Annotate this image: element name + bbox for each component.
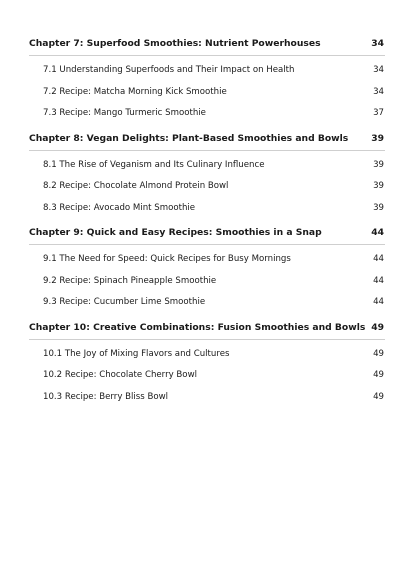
entry-page-number: 44 bbox=[373, 254, 384, 264]
toc-entry[interactable] bbox=[29, 292, 385, 314]
entry-page-number: 39 bbox=[373, 159, 384, 170]
entry-title: 9.1 The Need for Speed: Quick Recipes for Busy Mornings bbox=[43, 254, 291, 264]
chapter-page-number: 49 bbox=[371, 321, 384, 333]
toc-entry[interactable] bbox=[29, 365, 385, 387]
entry-title: 7.3 Recipe: Mango Turmeric Smoothie bbox=[43, 108, 206, 118]
chapter-8 bbox=[29, 130, 385, 220]
entry-title: 9.2 Recipe: Spinach Pineapple Smoothie bbox=[43, 275, 217, 286]
entry-page-number: 34 bbox=[373, 65, 384, 75]
chapter-heading[interactable] bbox=[29, 130, 385, 151]
entry-page-number: 39 bbox=[373, 181, 384, 191]
toc-entry[interactable] bbox=[29, 249, 385, 271]
chapter-7 bbox=[29, 35, 385, 125]
entry-title: 8.3 Recipe: Avocado Mint Smoothie bbox=[43, 202, 196, 213]
entry-title: 10.1 The Joy of Mixing Flavors and Cultures bbox=[43, 348, 230, 359]
chapter-page-number: 34 bbox=[371, 38, 384, 49]
toc-entry[interactable] bbox=[29, 344, 385, 366]
chapter-title: Chapter 9: Quick and Easy Recipes: Smoothies in a Snap bbox=[29, 227, 322, 238]
entry-page-number: 49 bbox=[373, 391, 384, 402]
chapter-heading[interactable] bbox=[29, 224, 385, 245]
toc-entry[interactable] bbox=[29, 103, 385, 125]
toc-entry[interactable] bbox=[29, 155, 385, 177]
toc-entry[interactable] bbox=[29, 198, 385, 220]
entry-title: 9.3 Recipe: Cucumber Lime Smoothie bbox=[43, 297, 206, 307]
toc-entry[interactable] bbox=[29, 82, 385, 104]
chapter-heading[interactable] bbox=[29, 35, 385, 56]
toc-entry[interactable] bbox=[29, 387, 385, 409]
chapter-title: Chapter 8: Vegan Delights: Plant-Based Smoothies and Bowls bbox=[29, 132, 349, 144]
chapter-title: Chapter 7: Superfood Smoothies: Nutrient Powerhouses bbox=[29, 38, 321, 49]
toc-entry[interactable] bbox=[29, 60, 385, 82]
entry-page-number: 37 bbox=[373, 108, 384, 118]
entry-title: 10.3 Recipe: Berry Bliss Bowl bbox=[43, 391, 169, 402]
chapter-page-number: 39 bbox=[371, 132, 384, 144]
chapter-10 bbox=[29, 319, 385, 409]
entry-page-number: 49 bbox=[373, 348, 384, 359]
entry-title: 7.2 Recipe: Matcha Morning Kick Smoothie bbox=[43, 86, 227, 97]
entry-title: 8.2 Recipe: Chocolate Almond Protein Bowl bbox=[43, 181, 229, 191]
chapter-page-number: 44 bbox=[371, 227, 384, 238]
toc-entry[interactable] bbox=[29, 271, 385, 293]
chapter-title: Chapter 10: Creative Combinations: Fusion Smoothies and Bowls bbox=[29, 321, 366, 333]
entry-title: 7.1 Understanding Superfoods and Their Impact on Health bbox=[43, 65, 295, 75]
toc-entry[interactable] bbox=[29, 176, 385, 198]
entry-page-number: 49 bbox=[373, 370, 384, 380]
chapter-9 bbox=[29, 224, 385, 314]
chapter-heading[interactable] bbox=[29, 319, 385, 340]
table-of-contents bbox=[29, 35, 385, 413]
entry-page-number: 44 bbox=[373, 297, 384, 307]
entry-title: 10.2 Recipe: Chocolate Cherry Bowl bbox=[43, 370, 197, 380]
entry-title: 8.1 The Rise of Veganism and Its Culinary Influence bbox=[43, 159, 265, 170]
entry-page-number: 44 bbox=[373, 275, 384, 286]
entry-page-number: 34 bbox=[373, 86, 384, 97]
entry-page-number: 39 bbox=[373, 202, 384, 213]
